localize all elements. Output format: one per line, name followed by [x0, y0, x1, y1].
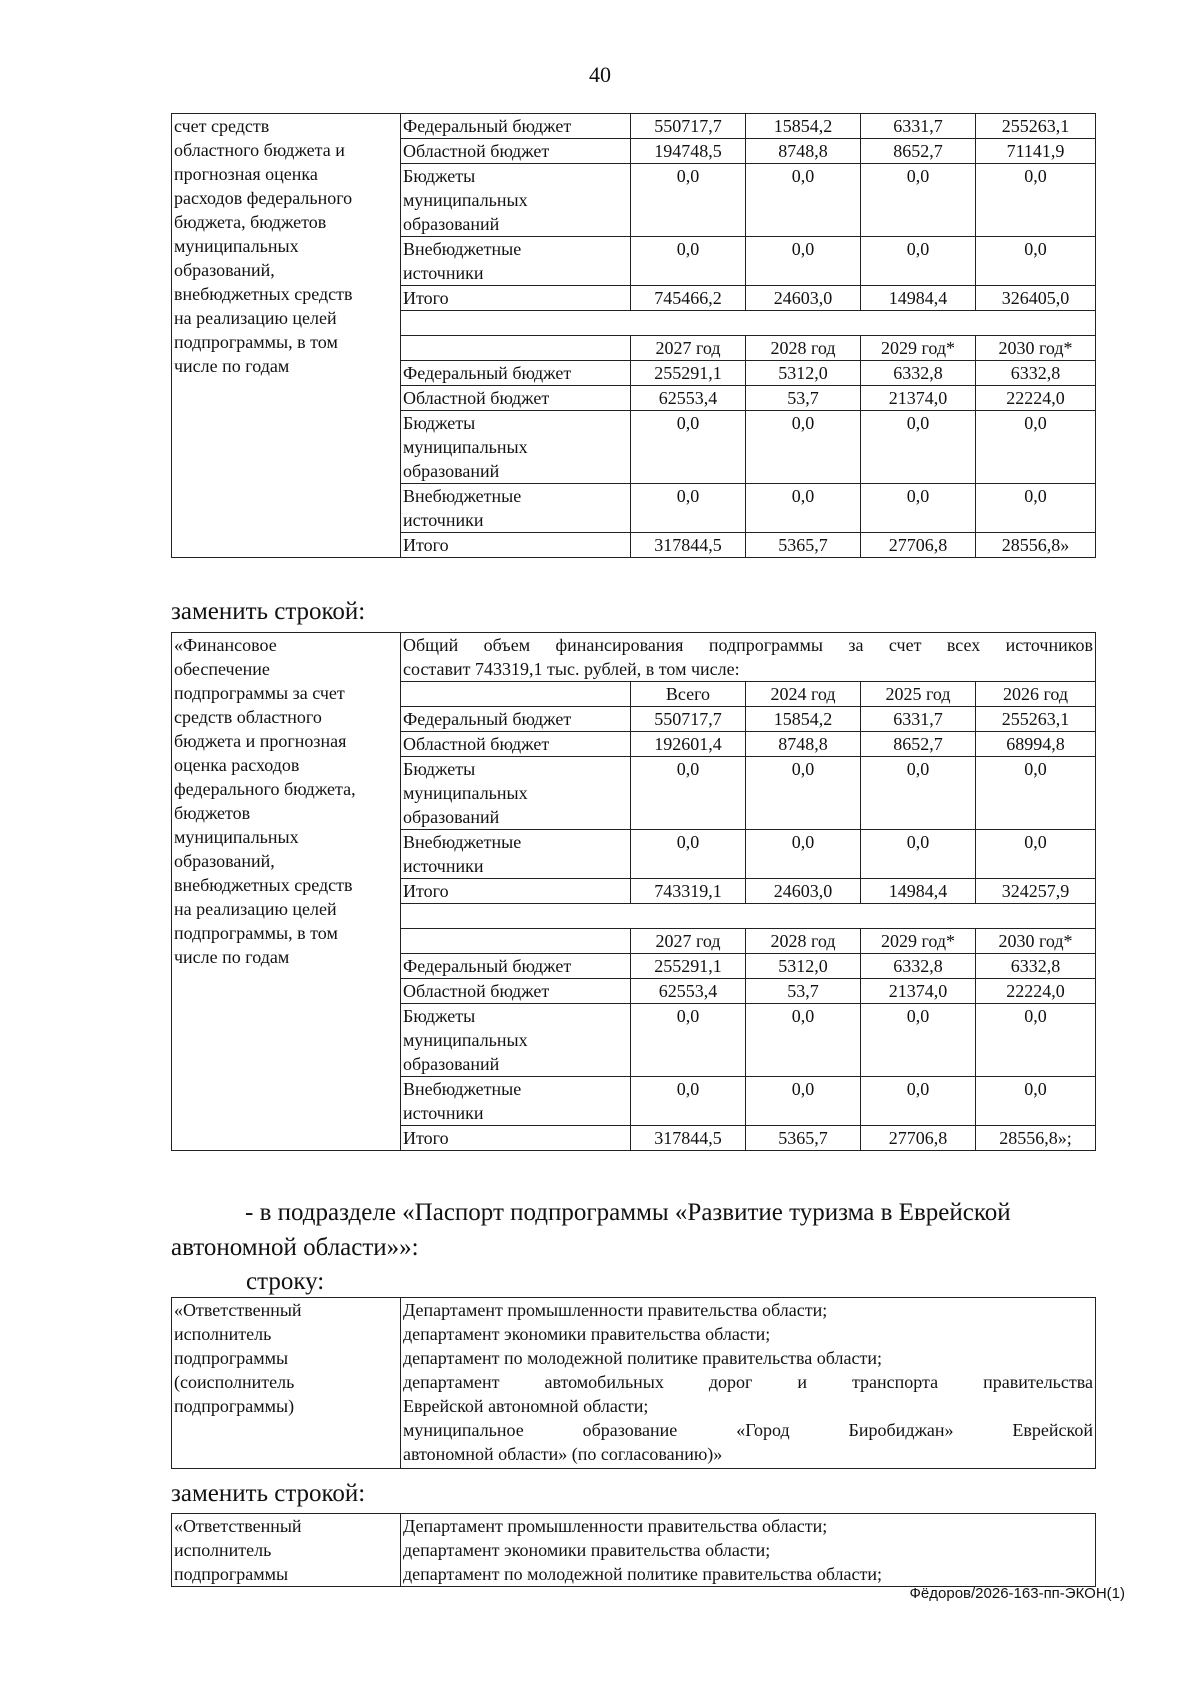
source-label: Внебюджетные — [403, 239, 522, 259]
amount-cell: 0,0 — [746, 830, 861, 879]
source-label-cell — [401, 979, 631, 1004]
amount-cell: 0,0 — [631, 484, 746, 533]
indicator-name-line: прогнозная оценка — [174, 164, 318, 184]
subsection-heading-line1: - в подразделе «Паспорт подпрограммы «Развитие туризма в Еврейской — [245, 1199, 1011, 1226]
source-label-cell — [401, 164, 631, 237]
source-label: Бюджеты — [403, 413, 476, 433]
amount-cell: 0,0 — [631, 757, 746, 830]
empty-cell — [401, 336, 631, 361]
year-header-cell: 2028 год — [746, 929, 861, 954]
amount-cell: 22224,0 — [976, 979, 1096, 1004]
year-header-cell: 2026 год — [976, 682, 1096, 707]
amount-cell: 0,0 — [746, 164, 861, 237]
indicator-name-line: подпрограммы за счет — [174, 683, 345, 703]
source-label: муниципальных — [403, 190, 528, 210]
source-label: муниципальных — [403, 783, 528, 803]
source-label: образований — [403, 1054, 500, 1074]
amount-cell: 21374,0 — [861, 979, 976, 1004]
indicator-name-line: муниципальных — [174, 236, 299, 256]
indicator-name-line: внебюджетных средств — [174, 875, 353, 895]
indicator-name-line: «Финансовое — [174, 635, 277, 655]
amount-cell: 0,0 — [976, 1077, 1096, 1126]
finance-table-replacement — [171, 632, 1096, 1151]
amount-cell: 6331,7 — [861, 707, 976, 732]
executor-line: департамент по молодежной политике правительства области; — [403, 1564, 882, 1584]
amount-cell: 0,0 — [861, 484, 976, 533]
amount-cell: 0,0 — [631, 164, 746, 237]
source-label: муниципальных — [403, 1030, 528, 1050]
indicator-name-line: федерального бюджета, — [174, 779, 356, 799]
source-label: Областной бюджет — [403, 141, 550, 161]
source-label: образований — [403, 461, 500, 481]
indicator-name-line: образований, — [174, 851, 275, 871]
source-label: Федеральный бюджет — [403, 956, 572, 976]
document-footer-id: Фёдоров/2026-163-пп-ЭКОН(1) — [909, 1585, 1125, 1602]
amount-cell: 27706,8 — [861, 1126, 976, 1151]
amount-cell: 255291,1 — [631, 954, 746, 979]
empty-cell — [401, 682, 631, 707]
year-header-cell: 2030 год* — [976, 336, 1096, 361]
amount-cell: 62553,4 — [631, 386, 746, 411]
source-label: Бюджеты — [403, 759, 476, 779]
source-label: Внебюджетные — [403, 486, 522, 506]
executor-list-cell — [401, 1298, 1096, 1469]
amount-cell: 5365,7 — [746, 1126, 861, 1151]
year-header-cell: 2030 год* — [976, 929, 1096, 954]
amount-cell: 0,0 — [861, 164, 976, 237]
amount-cell: 8652,7 — [861, 139, 976, 164]
amount-cell: 0,0 — [746, 237, 861, 286]
amount-cell: 0,0 — [631, 411, 746, 484]
page-number: 40 — [589, 62, 611, 87]
amount-cell: 8748,8 — [746, 139, 861, 164]
indicator-name-line: муниципальных — [174, 827, 299, 847]
amount-cell: 6332,8 — [861, 954, 976, 979]
indicator-name-line: счет средств — [174, 116, 270, 136]
year-header-cell: 2025 год — [861, 682, 976, 707]
amount-cell: 14984,4 — [861, 286, 976, 311]
amount-cell: 255291,1 — [631, 361, 746, 386]
amount-cell: 317844,5 — [631, 533, 746, 558]
source-label-cell — [401, 1004, 631, 1077]
indicator-name-cell — [172, 633, 401, 1151]
executor-line: Еврейской автономной области; — [403, 1396, 649, 1416]
amount-cell: 0,0 — [976, 830, 1096, 879]
source-label-cell — [401, 533, 631, 558]
executor-label-line: исполнитель — [174, 1540, 272, 1560]
source-label: Итого — [403, 1128, 449, 1148]
source-label: Областной бюджет — [403, 734, 550, 754]
amount-cell: 15854,2 — [746, 707, 861, 732]
source-label: образований — [403, 807, 500, 827]
executor-table-original — [171, 1297, 1096, 1469]
amount-cell: 6332,8 — [861, 361, 976, 386]
amount-cell: 0,0 — [631, 1077, 746, 1126]
source-label: Федеральный бюджет — [403, 363, 572, 383]
source-label-cell — [401, 1077, 631, 1126]
source-label-cell — [401, 286, 631, 311]
amount-cell: 0,0 — [861, 1004, 976, 1077]
executor-label-line: (соисполнитель — [174, 1372, 295, 1392]
source-label: Бюджеты — [403, 166, 476, 186]
indicator-name-line: бюджета и прогнозная — [174, 731, 347, 751]
source-label: Областной бюджет — [403, 388, 550, 408]
indicator-name-line: расходов федерального — [174, 188, 353, 208]
source-label: Областной бюджет — [403, 981, 550, 1001]
source-label: Федеральный бюджет — [403, 116, 572, 136]
amount-cell: 21374,0 — [861, 386, 976, 411]
amount-cell: 0,0 — [861, 237, 976, 286]
executor-label-cell — [172, 1514, 401, 1587]
amount-cell: 0,0 — [861, 757, 976, 830]
replace-label-1: заменить строкой: — [171, 598, 366, 625]
source-label: муниципальных — [403, 437, 528, 457]
amount-cell: 0,0 — [976, 757, 1096, 830]
amount-cell: 0,0 — [631, 1004, 746, 1077]
amount-cell: 0,0 — [746, 1004, 861, 1077]
amount-cell: 24603,0 — [746, 879, 861, 904]
amount-cell: 15854,2 — [746, 114, 861, 139]
source-label: образований — [403, 214, 500, 234]
executor-label-line: подпрограммы — [174, 1564, 289, 1584]
source-label: источники — [403, 1103, 484, 1123]
executor-line: департамент экономики правительства области; — [403, 1324, 771, 1344]
amount-cell: 8652,7 — [861, 732, 976, 757]
empty-cell — [401, 929, 631, 954]
executor-list-cell — [401, 1514, 1096, 1587]
executor-label-line: исполнитель — [174, 1324, 272, 1344]
year-header-cell: 2027 год — [631, 929, 746, 954]
amount-cell: 8748,8 — [746, 732, 861, 757]
year-header-cell: 2029 год* — [861, 336, 976, 361]
financing-intro-cell — [401, 633, 1096, 682]
amount-cell: 28556,8» — [976, 533, 1096, 558]
source-label: источники — [403, 263, 484, 283]
amount-cell: 255263,1 — [976, 114, 1096, 139]
source-label-cell — [401, 732, 631, 757]
year-header-cell: 2024 год — [746, 682, 861, 707]
year-header-cell: 2029 год* — [861, 929, 976, 954]
indicator-name-line: бюджетов — [174, 803, 251, 823]
source-label-cell — [401, 114, 631, 139]
amount-cell: 0,0 — [631, 830, 746, 879]
source-label: Бюджеты — [403, 1006, 476, 1026]
indicator-name-line: числе по годам — [174, 356, 290, 376]
amount-cell: 324257,9 — [976, 879, 1096, 904]
amount-cell: 28556,8»; — [976, 1126, 1096, 1151]
indicator-name-line: областного бюджета и — [174, 140, 345, 160]
amount-cell: 6332,8 — [976, 954, 1096, 979]
row-label: строку: — [246, 1268, 325, 1295]
amount-cell: 71141,9 — [976, 139, 1096, 164]
amount-cell: 53,7 — [746, 979, 861, 1004]
amount-cell: 5312,0 — [746, 361, 861, 386]
amount-cell: 0,0 — [746, 411, 861, 484]
source-label: Федеральный бюджет — [403, 709, 572, 729]
replace-label-2: заменить строкой: — [171, 1480, 366, 1507]
amount-cell: 317844,5 — [631, 1126, 746, 1151]
source-label-cell — [401, 757, 631, 830]
amount-cell: 14984,4 — [861, 879, 976, 904]
source-label: источники — [403, 856, 484, 876]
amount-cell: 68994,8 — [976, 732, 1096, 757]
indicator-name-line: средств областного — [174, 707, 322, 727]
amount-cell: 24603,0 — [746, 286, 861, 311]
source-label-cell — [401, 954, 631, 979]
amount-cell: 0,0 — [976, 164, 1096, 237]
year-header-cell: 2028 год — [746, 336, 861, 361]
source-label: источники — [403, 510, 484, 530]
executor-label-line: «Ответственный — [174, 1300, 302, 1320]
amount-cell: 743319,1 — [631, 879, 746, 904]
source-label-cell — [401, 411, 631, 484]
year-header-cell: 2027 год — [631, 336, 746, 361]
indicator-name-line: на реализацию целей — [174, 899, 337, 919]
source-label: Итого — [403, 535, 449, 555]
indicator-name-line: на реализацию целей — [174, 308, 337, 328]
source-label-cell — [401, 361, 631, 386]
financing-intro-line: составит 743319,1 тыс. рублей, в том числе: — [403, 659, 740, 679]
spacer-cell — [401, 904, 1096, 929]
amount-cell: 27706,8 — [861, 533, 976, 558]
financing-intro-line: Общий объем финансирования подпрограммы за счет всех источников — [403, 635, 1094, 655]
amount-cell: 0,0 — [746, 757, 861, 830]
indicator-name-cell — [172, 114, 401, 558]
source-label-cell — [401, 237, 631, 286]
amount-cell: 0,0 — [861, 830, 976, 879]
amount-cell: 550717,7 — [631, 707, 746, 732]
source-label-cell — [401, 139, 631, 164]
source-label-cell — [401, 1126, 631, 1151]
indicator-name-line: внебюджетных средств — [174, 284, 353, 304]
source-label: Итого — [403, 288, 449, 308]
executor-label-line: подпрограммы — [174, 1348, 289, 1368]
source-label-cell — [401, 707, 631, 732]
amount-cell: 62553,4 — [631, 979, 746, 1004]
source-label-cell — [401, 879, 631, 904]
executor-line: департамент автомобильных дорог и транспорта правительства — [403, 1372, 1093, 1392]
amount-cell: 0,0 — [746, 484, 861, 533]
amount-cell: 0,0 — [976, 237, 1096, 286]
amount-cell: 5365,7 — [746, 533, 861, 558]
source-label-cell — [401, 386, 631, 411]
spacer-cell — [401, 311, 1096, 336]
executor-label-cell — [172, 1298, 401, 1469]
indicator-name-line: бюджета, бюджетов — [174, 212, 327, 232]
amount-cell: 194748,5 — [631, 139, 746, 164]
amount-cell: 22224,0 — [976, 386, 1096, 411]
indicator-name-line: числе по годам — [174, 947, 290, 967]
amount-cell: 6331,7 — [861, 114, 976, 139]
amount-cell: 550717,7 — [631, 114, 746, 139]
indicator-name-line: оценка расходов — [174, 755, 300, 775]
indicator-name-line: подпрограммы, в том — [174, 332, 338, 352]
amount-cell: 192601,4 — [631, 732, 746, 757]
executor-line: муниципальное образование «Город Биробиджан» Еврейской — [403, 1420, 1093, 1440]
amount-cell: 0,0 — [976, 411, 1096, 484]
executor-line: Департамент промышленности правительства области; — [403, 1516, 828, 1536]
executor-line: Департамент промышленности правительства области; — [403, 1300, 828, 1320]
amount-cell: 0,0 — [861, 411, 976, 484]
subsection-heading-line2: автономной области»»: — [171, 1234, 419, 1261]
amount-cell: 0,0 — [861, 1077, 976, 1126]
source-label: Итого — [403, 881, 449, 901]
source-label-cell — [401, 830, 631, 879]
amount-cell: 53,7 — [746, 386, 861, 411]
amount-cell: 0,0 — [746, 1077, 861, 1126]
executor-label-line: «Ответственный — [174, 1516, 302, 1536]
amount-cell: 5312,0 — [746, 954, 861, 979]
year-header-cell: Всего — [631, 682, 746, 707]
amount-cell: 745466,2 — [631, 286, 746, 311]
indicator-name-line: подпрограммы, в том — [174, 923, 338, 943]
source-label: Внебюджетные — [403, 1079, 522, 1099]
executor-table-replacement — [171, 1513, 1096, 1587]
executor-line: департамент по молодежной политике правительства области; — [403, 1348, 882, 1368]
source-label: Внебюджетные — [403, 832, 522, 852]
source-label-cell — [401, 484, 631, 533]
amount-cell: 0,0 — [976, 484, 1096, 533]
amount-cell: 0,0 — [631, 237, 746, 286]
indicator-name-line: обеспечение — [174, 659, 270, 679]
amount-cell: 0,0 — [976, 1004, 1096, 1077]
finance-table-original — [171, 113, 1096, 558]
executor-line: департамент экономики правительства области; — [403, 1540, 771, 1560]
amount-cell: 326405,0 — [976, 286, 1096, 311]
executor-label-line: подпрограммы) — [174, 1396, 295, 1416]
indicator-name-line: образований, — [174, 260, 275, 280]
executor-line: автономной области» (по согласованию)» — [403, 1444, 723, 1464]
amount-cell: 6332,8 — [976, 361, 1096, 386]
amount-cell: 255263,1 — [976, 707, 1096, 732]
